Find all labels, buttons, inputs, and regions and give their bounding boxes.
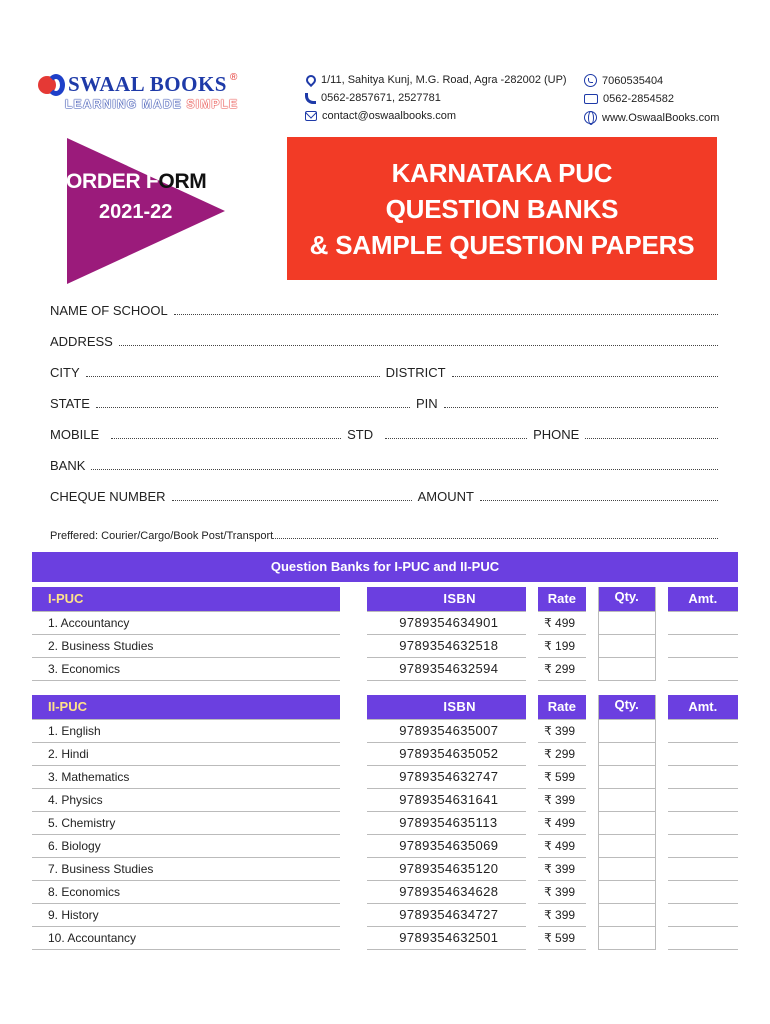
contact-website[interactable]: www.OswaalBooks.com	[584, 111, 719, 124]
state-label: STATE	[50, 396, 90, 411]
book-isbn: 9789354634628	[367, 880, 526, 903]
book-isbn: 9789354631641	[367, 788, 526, 811]
amount-cell	[668, 765, 738, 788]
order-form-title: ORDER FORM	[66, 170, 207, 193]
mobile-std-phone-row	[50, 426, 718, 442]
book-rate: ₹ 399	[538, 788, 586, 811]
amount-cell	[668, 634, 738, 657]
amount-cell	[668, 857, 738, 880]
contact-address: 1/11, Sahitya Kunj, M.G. Road, Agra -282002 (UP)	[305, 74, 567, 86]
brand-tagline: LEARNING MADE SIMPLE	[65, 97, 239, 111]
book-row	[32, 903, 738, 926]
qty-input[interactable]	[598, 765, 655, 788]
section-title-bar: Question Banks for I-PUC and II-PUC	[32, 552, 738, 582]
registered-mark: ®	[229, 72, 238, 83]
book-rate: ₹ 599	[538, 765, 586, 788]
book-row	[32, 765, 738, 788]
book-isbn: 9789354634901	[367, 611, 526, 634]
qty-input[interactable]	[598, 657, 655, 680]
book-isbn: 9789354635007	[367, 719, 526, 742]
book-rate: ₹ 499	[538, 834, 586, 857]
book-isbn: 9789354632747	[367, 765, 526, 788]
book-title: 2. Hindi	[32, 742, 340, 765]
qty-input[interactable]	[598, 788, 655, 811]
brand-name: SWAAL BOOKS	[68, 72, 227, 96]
amount-cell	[668, 903, 738, 926]
book-isbn: 9789354632518	[367, 634, 526, 657]
isbn-header: ISBN	[367, 695, 526, 719]
phone-label: PHONE	[533, 427, 580, 442]
amount-cell	[668, 926, 738, 949]
book-title: 9. History	[32, 903, 340, 926]
book-title: 6. Biology	[32, 834, 340, 857]
book-isbn: 9789354635113	[367, 811, 526, 834]
book-title: 10. Accountancy	[32, 926, 340, 949]
book-row	[32, 788, 738, 811]
isbn-header: ISBN	[367, 587, 526, 611]
std-label: STD	[347, 427, 374, 442]
phone-input[interactable]	[585, 438, 718, 439]
qty-input[interactable]	[598, 926, 655, 949]
pin-label: PIN	[415, 396, 438, 411]
puc1-label: I-PUC	[32, 587, 340, 611]
amount-label: AMOUNT	[417, 489, 474, 504]
book-rate: ₹ 399	[538, 857, 586, 880]
contact-whatsapp: 7060535404	[584, 74, 663, 87]
book-rate: ₹ 399	[538, 903, 586, 926]
banner-line-2: QUESTION BANKS	[385, 194, 619, 224]
banner-line-1: KARNATAKA PUC	[391, 158, 613, 188]
book-isbn: 9789354635069	[367, 834, 526, 857]
book-rate: ₹ 299	[538, 742, 586, 765]
book-title: 5. Chemistry	[32, 811, 340, 834]
puc2-label: II-PUC	[32, 695, 340, 719]
qty-input[interactable]	[598, 811, 655, 834]
book-row	[32, 742, 738, 765]
cheque-label: CHEQUE NUMBER	[50, 489, 166, 504]
district-input[interactable]	[452, 376, 718, 377]
email-icon	[305, 111, 317, 121]
amt-header: Amt.	[668, 587, 738, 611]
book-row	[32, 719, 738, 742]
book-rate: ₹ 199	[538, 634, 586, 657]
amount-cell	[668, 611, 738, 634]
oswaal-logo	[38, 72, 278, 111]
book-isbn: 9789354635052	[367, 742, 526, 765]
amount-cell	[668, 719, 738, 742]
amount-input[interactable]	[480, 500, 718, 501]
book-title: 7. Business Studies	[32, 857, 340, 880]
preferred-label: Preffered: Courier/Cargo/Book Post/Transport	[50, 530, 274, 542]
preferred-input[interactable]	[273, 538, 718, 539]
qty-input[interactable]	[598, 857, 655, 880]
bank-field-row	[50, 457, 718, 473]
address-input[interactable]	[119, 345, 718, 346]
amount-cell	[668, 742, 738, 765]
book-row	[32, 880, 738, 903]
book-row	[32, 857, 738, 880]
state-input[interactable]	[96, 407, 410, 408]
contact-fax: 0562-2854582	[584, 93, 674, 105]
school-input[interactable]	[174, 314, 718, 315]
book-row	[32, 834, 738, 857]
puc1-header-row	[32, 587, 738, 611]
contact-phones: 0562-2857671, 2527781	[305, 92, 441, 104]
city-input[interactable]	[86, 376, 380, 377]
address-label: ADDRESS	[50, 334, 113, 349]
amount-cell	[668, 788, 738, 811]
book-row	[32, 811, 738, 834]
book-title: 1. Accountancy	[32, 611, 340, 634]
order-form-year: 2021-22	[99, 201, 173, 223]
qty-input[interactable]	[598, 903, 655, 926]
preferred-transport-row	[50, 526, 718, 542]
phone-icon	[305, 93, 316, 104]
qty-input[interactable]	[598, 634, 655, 657]
puc2-table	[32, 695, 738, 950]
book-isbn: 9789354632501	[367, 926, 526, 949]
banner-line-3: & SAMPLE QUESTION PAPERS	[309, 230, 695, 260]
book-isbn: 9789354632594	[367, 657, 526, 680]
amount-cell	[668, 880, 738, 903]
book-title: 3. Mathematics	[32, 765, 340, 788]
book-title: 4. Physics	[32, 788, 340, 811]
qty-header: Qty.	[598, 695, 655, 719]
school-field-row	[50, 302, 718, 318]
school-label: NAME OF SCHOOL	[50, 303, 168, 318]
state-pin-row	[50, 395, 718, 411]
qty-input[interactable]	[598, 834, 655, 857]
book-title: 3. Economics	[32, 657, 340, 680]
puc1-table	[32, 587, 738, 681]
pin-input[interactable]	[444, 407, 718, 408]
oswaal-logo-mark	[38, 74, 64, 96]
address-field-row	[50, 333, 718, 349]
district-label: DISTRICT	[385, 365, 446, 380]
bank-input[interactable]	[91, 469, 718, 470]
book-title: 2. Business Studies	[32, 634, 340, 657]
mobile-input[interactable]	[111, 438, 341, 439]
qty-input[interactable]	[598, 880, 655, 903]
book-rate: ₹ 399	[538, 719, 586, 742]
cheque-input[interactable]	[172, 500, 412, 501]
fax-icon	[584, 94, 598, 104]
location-pin-icon	[304, 73, 318, 87]
puc2-header-row	[32, 695, 738, 719]
book-rate: ₹ 399	[538, 880, 586, 903]
qty-header: Qty.	[598, 587, 655, 611]
book-row	[32, 634, 738, 657]
bank-label: BANK	[50, 458, 86, 473]
contact-email[interactable]: contact@oswaalbooks.com	[305, 110, 456, 122]
amt-header: Amt.	[668, 695, 738, 719]
city-district-row	[50, 364, 718, 380]
book-title: 1. English	[32, 719, 340, 742]
title-banner	[287, 137, 717, 280]
book-isbn: 9789354635120	[367, 857, 526, 880]
book-row	[32, 926, 738, 949]
book-row	[32, 657, 738, 680]
qty-input[interactable]	[598, 719, 655, 742]
cheque-amount-row	[50, 488, 718, 504]
book-title: 8. Economics	[32, 880, 340, 903]
book-rate: ₹ 499	[538, 811, 586, 834]
amount-cell	[668, 811, 738, 834]
qty-input[interactable]	[598, 611, 655, 634]
book-row	[32, 611, 738, 634]
book-rate: ₹ 299	[538, 657, 586, 680]
mobile-label: MOBILE	[50, 427, 100, 442]
std-input[interactable]	[385, 438, 527, 439]
qty-input[interactable]	[598, 742, 655, 765]
book-rate: ₹ 599	[538, 926, 586, 949]
rate-header: Rate	[538, 587, 586, 611]
book-isbn: 9789354634727	[367, 903, 526, 926]
rate-header: Rate	[538, 695, 586, 719]
whatsapp-icon	[584, 74, 597, 87]
city-label: CITY	[50, 365, 80, 380]
globe-icon	[584, 111, 597, 124]
amount-cell	[668, 657, 738, 680]
amount-cell	[668, 834, 738, 857]
book-rate: ₹ 499	[538, 611, 586, 634]
